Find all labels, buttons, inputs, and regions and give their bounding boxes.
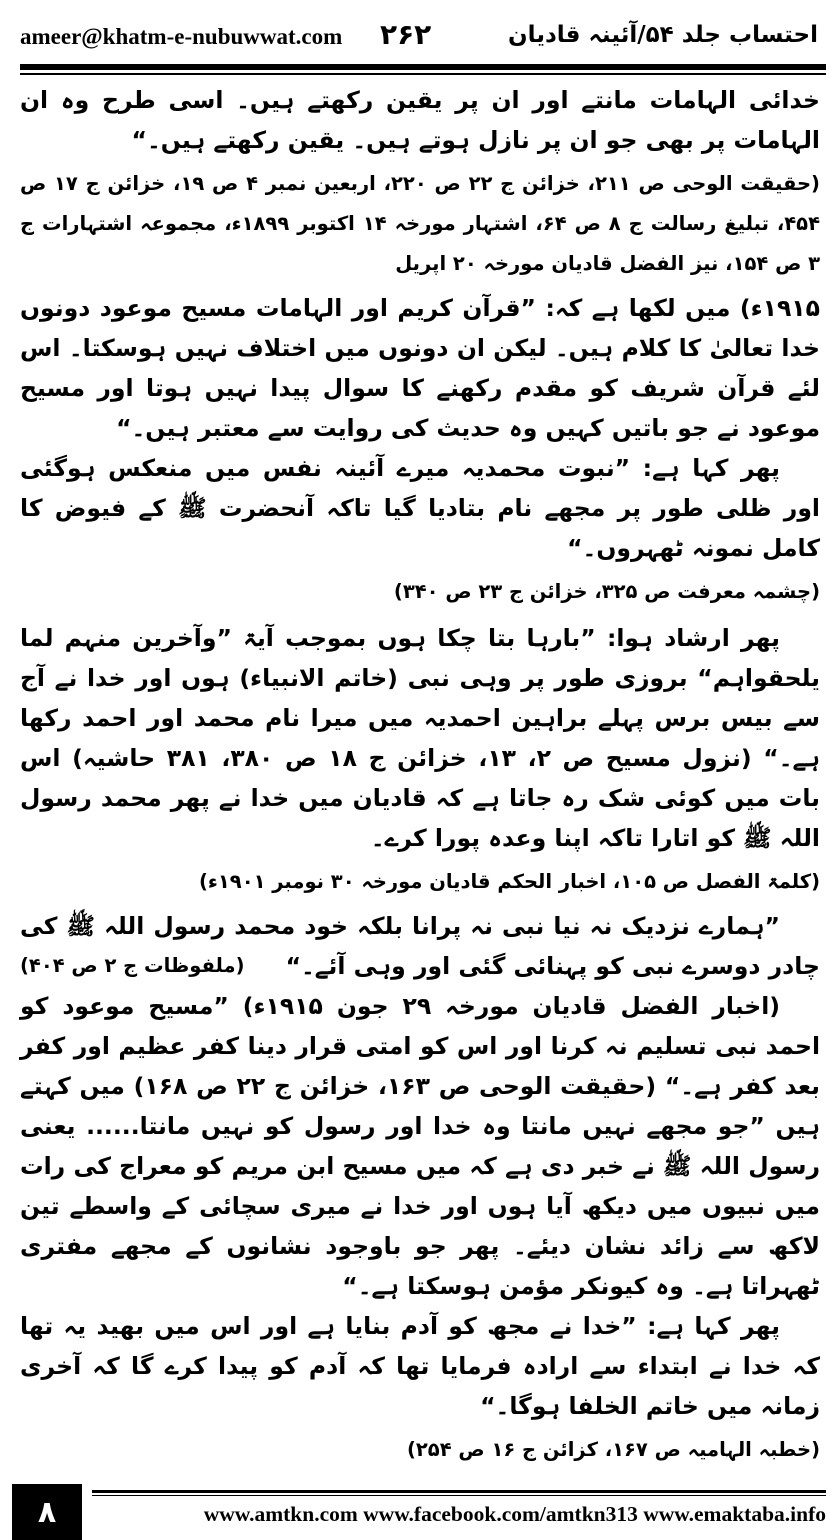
page-footer <box>12 1490 826 1540</box>
reference: (حقیقت الوحی ص ۲۱۱، خزائن ج ۲۲ ص ۲۲۰، اربعین نمبر ۴ ص ۱۹، خزائن ج ۱۷ ص ۴۵۴، تبلیغ رسالت ج ۸ ص ۶۴، اشتہار مورخہ ۱۴ اکتوبر ۱۸۹۹ء، مجموعہ اشتہارات ج ۳ ص ۱۵۴، نیز الفضل قادیان مورخہ ۲۰ اپریل <box>20 172 820 275</box>
reference-malfuzat: (ملفوظات ج ۲ ص ۴۰۴) <box>20 954 245 977</box>
reference: (چشمہ معرفت ص ۳۲۵، خزائن ج ۲۳ ص ۳۴۰) <box>393 580 820 603</box>
page-body <box>20 80 820 1468</box>
paragraph-text: ”ہمارے نزدیک نہ نیا نبی نہ پرانا بلکہ خود محمد رسول اللہ ﷺ کی چادر دوسرے نبی کو پہنائی گئی اور وہی آئے۔“ <box>20 912 820 980</box>
reference: (کلمۃ الفصل ص ۱۰۵، اخبار الحکم قادیان مورخہ ۳۰ نومبر ۱۹۰۱ء) <box>199 870 820 893</box>
header-email: ameer@khatm-e-nubuwwat.com <box>20 24 343 49</box>
paragraph: پھر کہا ہے: ”خدا نے مجھ کو آدم بنایا ہے اور اس میں بھید یہ تھا کہ خدا نے ابتداء سے ارادہ فرمایا تھا کہ آدم کو پیدا کرے گا کہ آخری زمانہ میں خاتم الخلفا ہوگا۔“ <box>20 1312 820 1420</box>
paragraph: خدائی الہامات مانتے اور ان پر یقین رکھتے ہیں۔ اسی طرح وہ ان الہامات پر بھی جو ان پر نازل ہوتے ہیں۔ یقین رکھتے ہیں۔“ <box>20 86 820 154</box>
paragraph: (اخبار الفضل قادیان مورخہ ۲۹ جون ۱۹۱۵ء) ”مسیح موعود کو احمد نبی تسلیم نہ کرنا اور اس کو امتی قرار دینا کفر عظیم اور کفر بعد کفر ہے۔“ (حقیقت الوحی ص ۱۶۳، خزائن ج ۲۲ ص ۱۶۸) میں کہتے ہیں ”جو مجھے نہیں مانتا وہ خدا اور رسول کو نہیں مانتا...... یعنی رسول اللہ ﷺ نے خبر دی ہے کہ میں مسیح ابن مریم کو معراج کی رات میں نبیوں میں دیکھ آیا ہوں اور خدا نے میری سچائی کے واسطے تین لاکھ سے زائد نشان دیئے۔ پھر جو باوجود نشانوں کے مجھے مفتری ٹھہراتا ہے۔ وہ کیونکر مؤمن ہوسکتا ہے۔“ <box>20 992 820 1300</box>
paragraph: پھر ارشاد ہوا: ”بارہا بتا چکا ہوں بموجب آیۃ ”وآخرین منہم لما یلحقواہم“ بروزی طور پر وہی نبی (خاتم الانبیاء) ہوں اور خدا نے آج سے بیس برس پہلے براہین احمدیہ میں میرا نام محمد اور احمد رکھا ہے۔“ (نزول مسیح ص ۲، ۱۳، خزائن ج ۱۸ ص ۳۸۰، ۳۸۱ حاشیہ) اس بات میں کوئی شک رہ جاتا ہے کہ قادیان میں خدا نے پھر محمد رسول اللہ ﷺ کو اتارا تاکہ اپنا وعدہ پورا کرے۔ <box>20 624 821 852</box>
footer-rule <box>92 1490 826 1493</box>
page-header <box>20 10 826 62</box>
footer-rule-thin <box>92 1495 826 1496</box>
paragraph: ۱۹۱۵ء) میں لکھا ہے کہ: ”قرآن کریم اور الہامات مسیح موعود دونوں خدا تعالیٰ کا کلام ہیں۔ لیکن ان دونوں میں اختلاف نہیں ہوسکتا۔ اس لئے قرآن شریف کو مقدم رکھنے کا سوال پیدا نہیں ہوتا اور مسیح موعود نے جو باتیں کہیں وہ حدیث کی روایت سے معتبر ہیں۔“ <box>20 294 820 442</box>
footer-links: www.amtkn.com www.facebook.com/amtkn313 www.emaktaba.info <box>203 1502 826 1526</box>
page-number: ۲۶۲ <box>380 18 432 51</box>
footer-marker: ۸ <box>12 1484 82 1540</box>
paragraph: پھر کہا ہے: ”نبوت محمدیہ میرے آئینہ نفس میں منعکس ہوگئی اور ظلی طور پر مجھے نام بتادیا گیا تاکہ آنحضرت ﷺ کے فیوض کا کامل نمونہ ٹھہروں۔“ <box>20 454 820 562</box>
paragraph <box>20 906 820 986</box>
header-rule-thin <box>20 73 826 75</box>
series-title: احتساب جلد ۵۴/آئینہ قادیان <box>508 22 818 48</box>
header-rule-thick <box>20 64 826 70</box>
reference: (خطبہ الہامیہ ص ۱۶۷، کزائن ج ۱۶ ص ۲۵۴) <box>406 1438 820 1461</box>
